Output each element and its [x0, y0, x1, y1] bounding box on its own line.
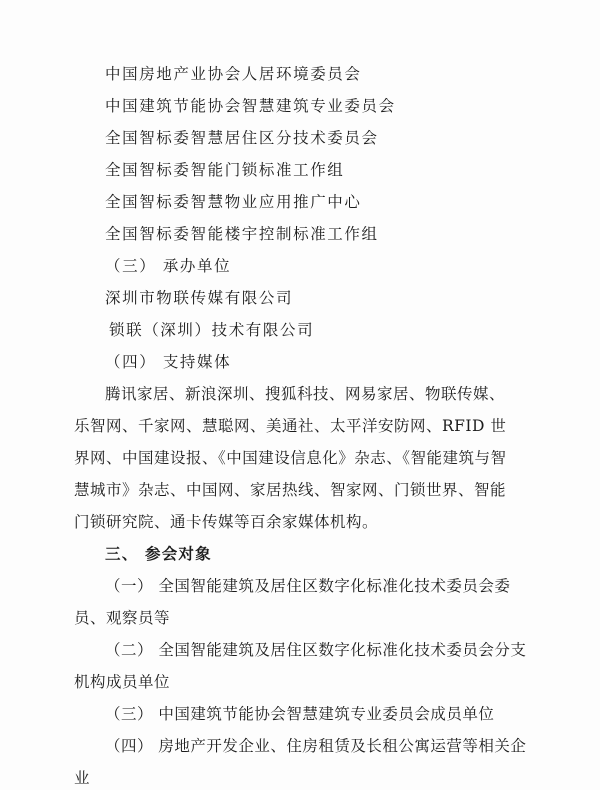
media-line-3: 界网、中国建设报、《中国建设信息化》杂志、《智能建筑与智 [74, 449, 507, 467]
undertaker-heading: （三） 承办单位 [105, 257, 232, 275]
media-line-5: 门锁研究院、通卡传媒等百余家媒体机构。 [74, 513, 379, 531]
participant-2-line-1: （二） 全国智能建筑及居住区数字化标准化技术委员会分支 [105, 641, 527, 659]
organizer-6: 全国智标委智能楼宇控制标准工作组 [105, 225, 379, 243]
participant-4-line-2: 业 [74, 769, 91, 787]
undertaker-unit-2: 锁联（深圳）技术有限公司 [109, 321, 315, 339]
organizer-1: 中国房地产业协会人居环境委员会 [105, 65, 362, 83]
media-line-1: 腾讯家居、新浪深圳、搜狐科技、网易家居、物联传媒、 [105, 385, 506, 403]
participant-3-line-1: （三） 中国建筑节能协会智慧建筑专业委员会成员单位 [105, 705, 495, 723]
organizer-3: 全国智标委智慧居住区分技术委员会 [105, 129, 379, 147]
participant-1-line-1: （一） 全国智能建筑及居住区数字化标准化技术委员会委 [105, 577, 511, 595]
media-heading: （四） 支持媒体 [105, 353, 232, 371]
participants-heading: 三、 参会对象 [105, 545, 212, 563]
organizer-4: 全国智标委智能门锁标准工作组 [105, 161, 345, 179]
undertaker-unit-1: 深圳市物联传媒有限公司 [105, 289, 294, 307]
media-line-2: 乐智网、千家网、慧聪网、美通社、太平洋安防网、RFID 世 [74, 417, 507, 435]
participant-2-line-2: 机构成员单位 [74, 673, 171, 691]
participant-4-line-1: （四） 房地产开发企业、住房租赁及长租公寓运营等相关企 [105, 737, 527, 755]
participant-1-line-2: 员、观察员等 [74, 609, 171, 627]
organizer-2: 中国建筑节能协会智慧建筑专业委员会 [105, 97, 396, 115]
media-line-4: 慧城市》杂志、中国网、家居热线、智家网、门锁世界、智能 [74, 481, 507, 499]
organizer-5: 全国智标委智慧物业应用推广中心 [105, 193, 362, 211]
